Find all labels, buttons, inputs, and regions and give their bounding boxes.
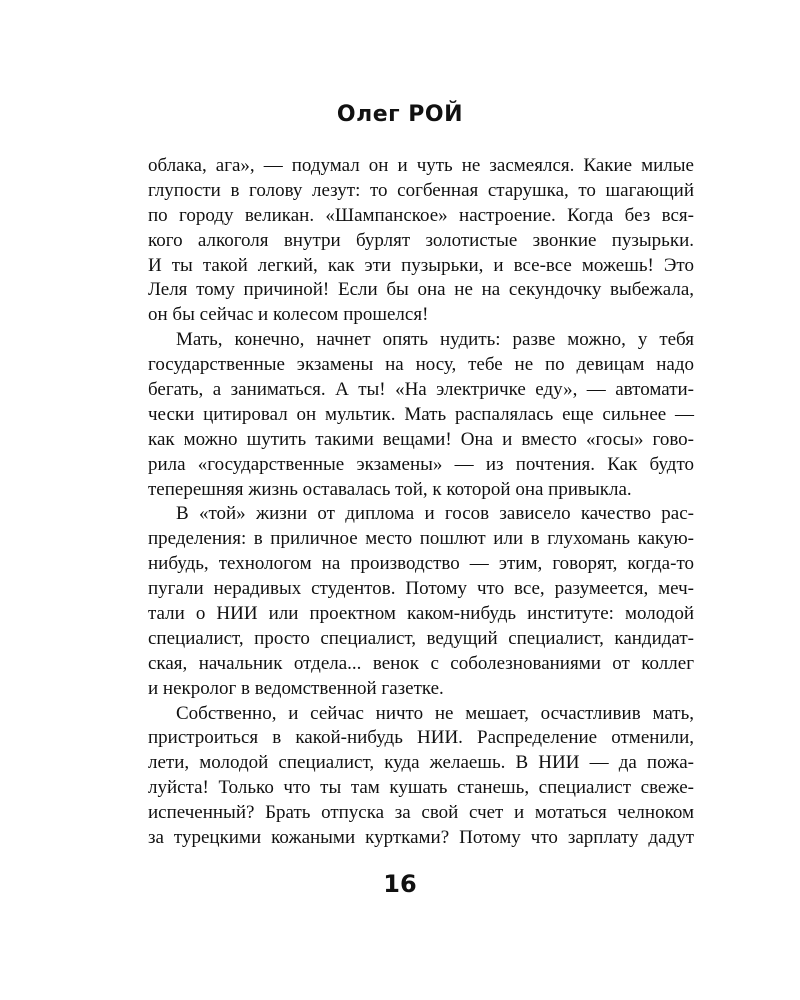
- text-line: ская, начальник отдела... венок с соболезнованиями от коллег: [148, 652, 694, 674]
- running-header: Олег РОЙ: [336, 102, 464, 127]
- text-line: за турецкими кожаными куртками? Потому что зарплату дадут: [148, 827, 694, 849]
- text-line: В «той» жизни от диплома и госов зависело качество рас-: [176, 503, 694, 525]
- text-line: луйста! Только что ты там кушать станешь, специалист свеже-: [148, 777, 694, 799]
- text-line: и некролог в ведомственной газетке.: [148, 677, 444, 699]
- text-line: пределения: в приличное место пошлют или в глухомань какую-: [148, 528, 694, 550]
- text-line: лети, молодой специалист, куда желаешь. В НИИ — да пожа-: [148, 752, 694, 774]
- text-line: Мать, конечно, начнет опять нудить: разве можно, у тебя: [176, 329, 694, 351]
- text-line: Собственно, и сейчас ничто не мешает, осчастливив мать,: [176, 702, 694, 724]
- text-line: Леля тому причиной! Если бы она не на секундочку выбежала,: [148, 279, 694, 301]
- text-line: глупости в голову лезут: то согбенная старушка, то шагающий: [148, 179, 694, 201]
- text-line: бегать, а заниматься. А ты! «На электричке еду», — автомати-: [148, 379, 694, 401]
- text-line: специалист, просто специалист, ведущий специалист, кандидат-: [148, 627, 694, 649]
- main-text: [148, 154, 694, 851]
- text-line: чески цитировал он мультик. Мать распалялась еще сильнее —: [148, 403, 694, 425]
- text-line: облака, ага», — подумал он и чуть не засмеялся. Какие милые: [148, 155, 694, 176]
- text-line: испеченный? Брать отпуска за свой счет и мотаться челноком: [148, 802, 694, 824]
- text-line: нибудь, технологом на производство — этим, говорят, когда-то: [148, 553, 694, 575]
- text-line: И ты такой легкий, как эти пузырьки, и все-все можешь! Это: [148, 254, 694, 276]
- text-line: по городу великан. «Шампанское» настроение. Когда без вся-: [148, 204, 694, 226]
- text-line: теперешняя жизнь оставалась той, к которой она привыкла.: [148, 478, 632, 500]
- text-line: как можно шутить такими вещами! Она и вместо «госы» гово-: [148, 428, 694, 450]
- text-line: рила «государственные экзамены» — из почтения. Как будто: [148, 453, 694, 475]
- page-number: 16: [383, 870, 417, 898]
- text-line: кого алкоголя внутри бурлят золотистые звонкие пузырьки.: [148, 229, 694, 251]
- text-line: государственные экзамены на носу, тебе не по девицам надо: [148, 354, 694, 376]
- text-line: пристроиться в какой-нибудь НИИ. Распределение отменили,: [148, 727, 694, 749]
- text-line: он бы сейчас и колесом прошелся!: [148, 304, 429, 326]
- text-line: тали о НИИ или проектном каком-нибудь институте: молодой: [148, 603, 694, 625]
- text-line: пугали нерадивых студентов. Потому что все, разумеется, меч-: [148, 578, 694, 600]
